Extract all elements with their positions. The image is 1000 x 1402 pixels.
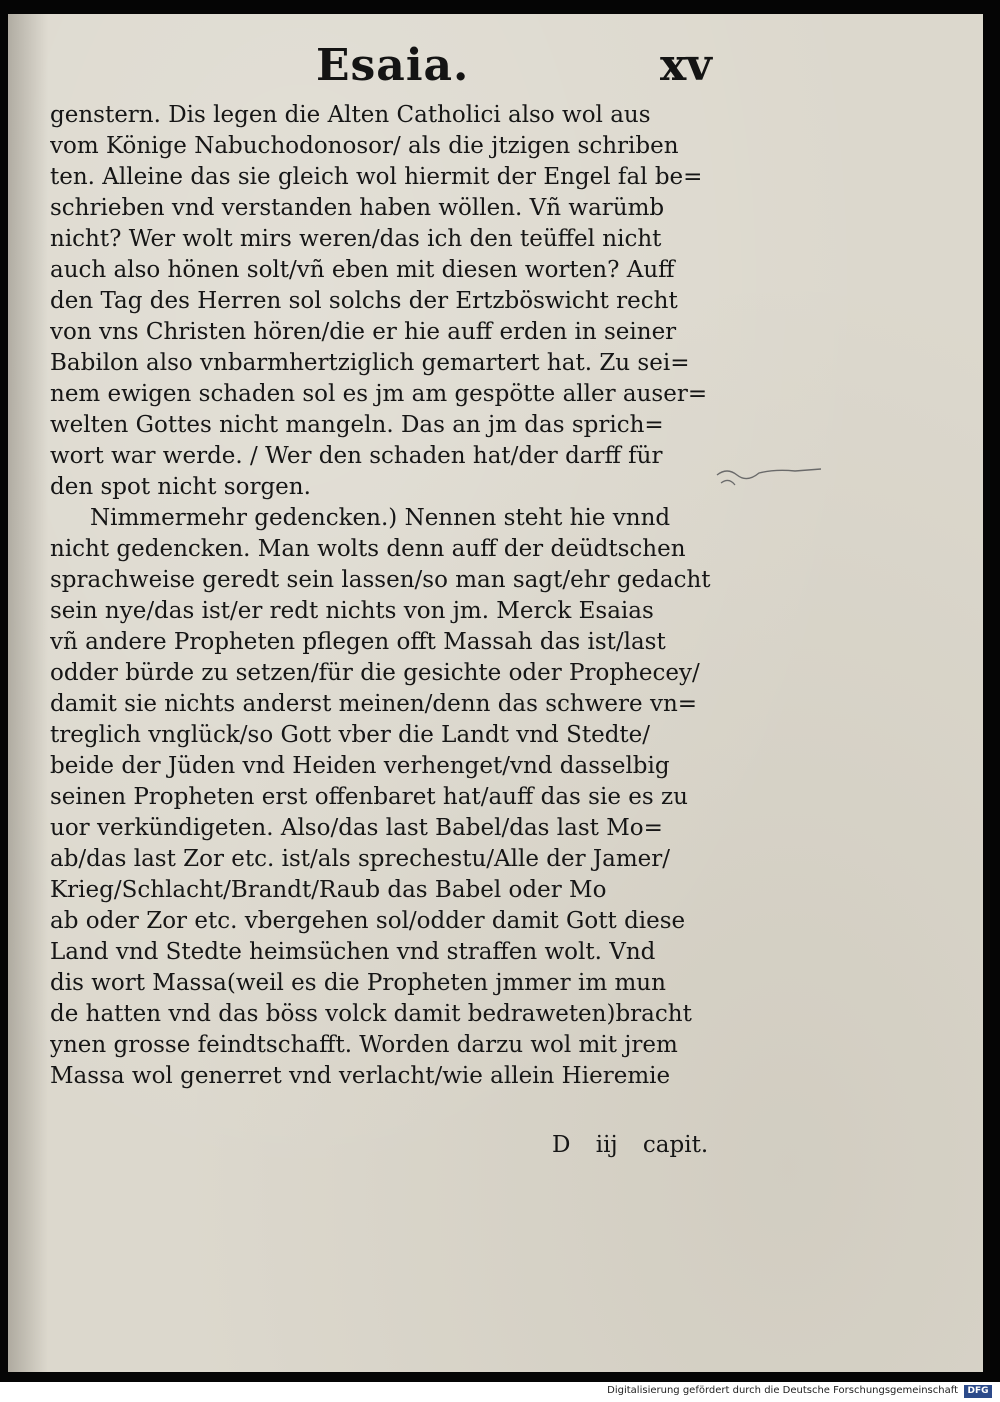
catchword: capit.	[642, 1132, 709, 1158]
text-line: ab oder Zor etc. vbergehen sol/odder damit Gott diese	[50, 908, 686, 934]
text-line: den Tag des Herren sol solchs der Ertzböswicht recht	[50, 288, 678, 314]
running-head: Esaia.	[316, 40, 470, 91]
dfg-logo: DFG	[964, 1385, 992, 1398]
text-line: ynen grosse feindtschafft. Worden darzu wol mit jrem	[50, 1032, 678, 1058]
text-line: sein nye/das ist/er redt nichts von jm. Merck Esaias	[50, 598, 654, 624]
text-line: uor verkündigeten. Also/das last Babel/das last Mo=	[50, 815, 663, 841]
text-line: ten. Alleine das sie gleich wol hiermit der Engel fal be=	[50, 164, 703, 190]
text-line: odder bürde zu setzen/für die gesichte oder Prophecey/	[50, 660, 700, 686]
text-line: nem ewigen schaden sol es jm am gespötte aller auser=	[50, 381, 708, 407]
signature-line	[552, 1132, 708, 1158]
text-line: welten Gottes nicht mangeln. Das an jm das sprich=	[50, 412, 664, 438]
text-line: von vns Christen hören/die er hie auff erden in seiner	[50, 319, 677, 345]
page-gutter-shadow	[8, 14, 48, 1372]
text-line: nicht gedencken. Man wolts denn auff der deüdtschen	[50, 536, 686, 562]
text-line: treglich vnglück/so Gott vber die Landt vnd Stedte/	[50, 722, 651, 748]
text-line: damit sie nichts anderst meinen/denn das schwere vn=	[50, 691, 698, 717]
text-line: vom Könige Nabuchodonosor/ als die jtzigen schriben	[50, 133, 679, 159]
text-line: Massa wol generret vnd verlacht/wie allein Hieremie	[50, 1063, 671, 1089]
paragraph-start-line: Nimmermehr gedencken.) Nennen steht hie vnnd	[90, 505, 671, 531]
text-line: den spot nicht sorgen.	[50, 474, 311, 500]
text-line: de hatten vnd das böss volck damit bedraweten)bracht	[50, 1001, 692, 1027]
text-line: dis wort Massa(weil es die Propheten jmmer im mun	[50, 970, 666, 996]
text-line: Babilon also vnbarmhertziglich gemartert hat. Zu sei=	[50, 350, 690, 376]
text-line: vñ andere Propheten pflegen offt Massah das ist/last	[50, 629, 666, 655]
folio-number: xv	[660, 40, 712, 91]
text-line: seinen Propheten erst offenbaret hat/auff das sie es zu	[50, 784, 688, 810]
text-line: Krieg/Schlacht/Brandt/Raub das Babel oder Mo	[50, 877, 607, 903]
credit-text: Digitalisierung gefördert durch die Deutsche Forschungsgemeinschaft	[607, 1385, 958, 1396]
text-line: Land vnd Stedte heimsüchen vnd straffen wolt. Vnd	[50, 939, 656, 965]
text-line: ab/das last Zor etc. ist/als sprechestu/Alle der Jamer/	[50, 846, 671, 872]
body-text	[50, 100, 740, 1092]
credit-bar	[0, 1382, 1000, 1402]
handwritten-margin-mark	[715, 463, 825, 493]
text-line: schrieben vnd verstanden haben wöllen. Vñ warümb	[50, 195, 665, 221]
text-line: beide der Jüden vnd Heiden verhenget/vnd dasselbig	[50, 753, 670, 779]
text-line: genstern. Dis legen die Alten Catholici also wol aus	[50, 102, 651, 128]
text-line: sprachweise geredt sein lassen/so man sagt/ehr gedacht	[50, 567, 711, 593]
text-line: auch also hönen solt/vñ eben mit diesen worten? Auff	[50, 257, 675, 283]
signature-mark: D iij	[552, 1132, 618, 1158]
text-line: nicht? Wer wolt mirs weren/das ich den teüffel nicht	[50, 226, 662, 252]
text-line-underlined: wort war werde. / Wer den schaden hat/der darff für	[50, 443, 663, 469]
